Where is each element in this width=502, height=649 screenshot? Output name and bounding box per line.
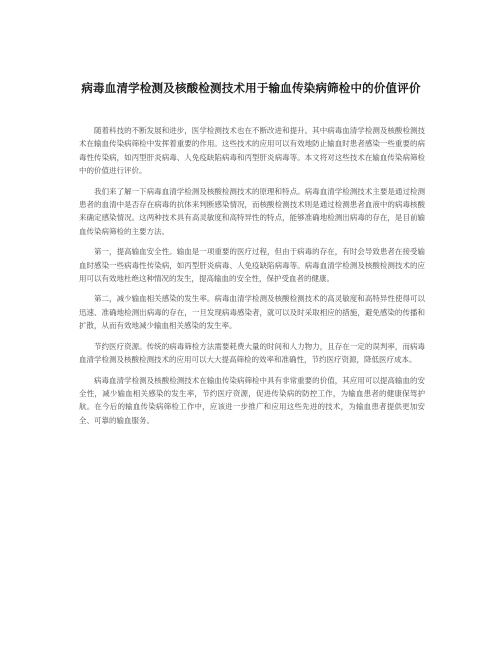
paragraph-conclusion: 病毒血清学检测及核酸检测技术在输血传染病筛检中具有非常重要的价值，其应用可以提高输血的安全性，减少输血相关感染的发生率，节约医疗资源，促进传染病的防控工作，为输血患者的健康保驾护航。在今后的输血传染病筛检工作中，应该进一步推广和应用这些先进的技术，为输血患者提供更加安全、可靠的输血服务。 [79, 375, 425, 425]
document-title: 病毒血清学检测及核酸检测技术用于输血传染病筛检中的价值评价 [81, 81, 421, 95]
paragraph-principles: 我们来了解一下病毒血清学检测及核酸检测技术的原理和特点。病毒血清学检测技术主要是通过检测患者的血清中是否存在病毒的抗体来判断感染情况，而核酸检测技术则是通过检测患者血液中的病毒核酸来确定感染情况。这两种技术具有高灵敏度和高特异性的特点，能够准确地检测出病毒的存在，是目前输血传染病筛检的主要方法。 [79, 186, 425, 236]
document-body [79, 124, 425, 434]
paragraph-safety: 第一，提高输血安全性。输血是一项重要的医疗过程，但由于病毒的存在，有时会导致患者在接受输血时感染一些病毒性传染病，如丙型肝炎病毒、人免疫缺陷病毒等。病毒血清学检测及核酸检测技术的应用可以有效地杜绝这种情况的发生，提高输血的安全性，保护受血者的健康。 [79, 247, 425, 284]
paragraph-intro: 随着科技的不断发展和进步，医学检测技术也在不断改进和提升。其中病毒血清学检测及核酸检测技术在输血传染病筛检中发挥着重要的作用。这些技术的应用可以有效地防止输血时患者感染一些重要的病毒性传染病，如丙型肝炎病毒、人免疫缺陷病毒和丙型肝炎病毒等。本文将对这些技术在输血传染病筛检中的价值进行评价。 [79, 126, 425, 176]
paragraph-infection-rate: 第二，减少输血相关感染的发生率。病毒血清学检测及核酸检测技术的高灵敏度和高特异性使得可以迅速、准确地检测出病毒的存在，一旦发现病毒感染者，就可以及时采取相应的措施，避免感染的传播和扩散，从而有效地减少输血相关感染的发生率。 [79, 294, 425, 331]
paragraph-resources: 节约医疗资源。传统的病毒筛检方法需要耗费大量的时间和人力物力，且存在一定的误判率，而病毒血清学检测及核酸检测技术的应用可以大大提高筛检的效率和准确性，节约医疗资源，降低医疗成本。 [79, 341, 425, 365]
